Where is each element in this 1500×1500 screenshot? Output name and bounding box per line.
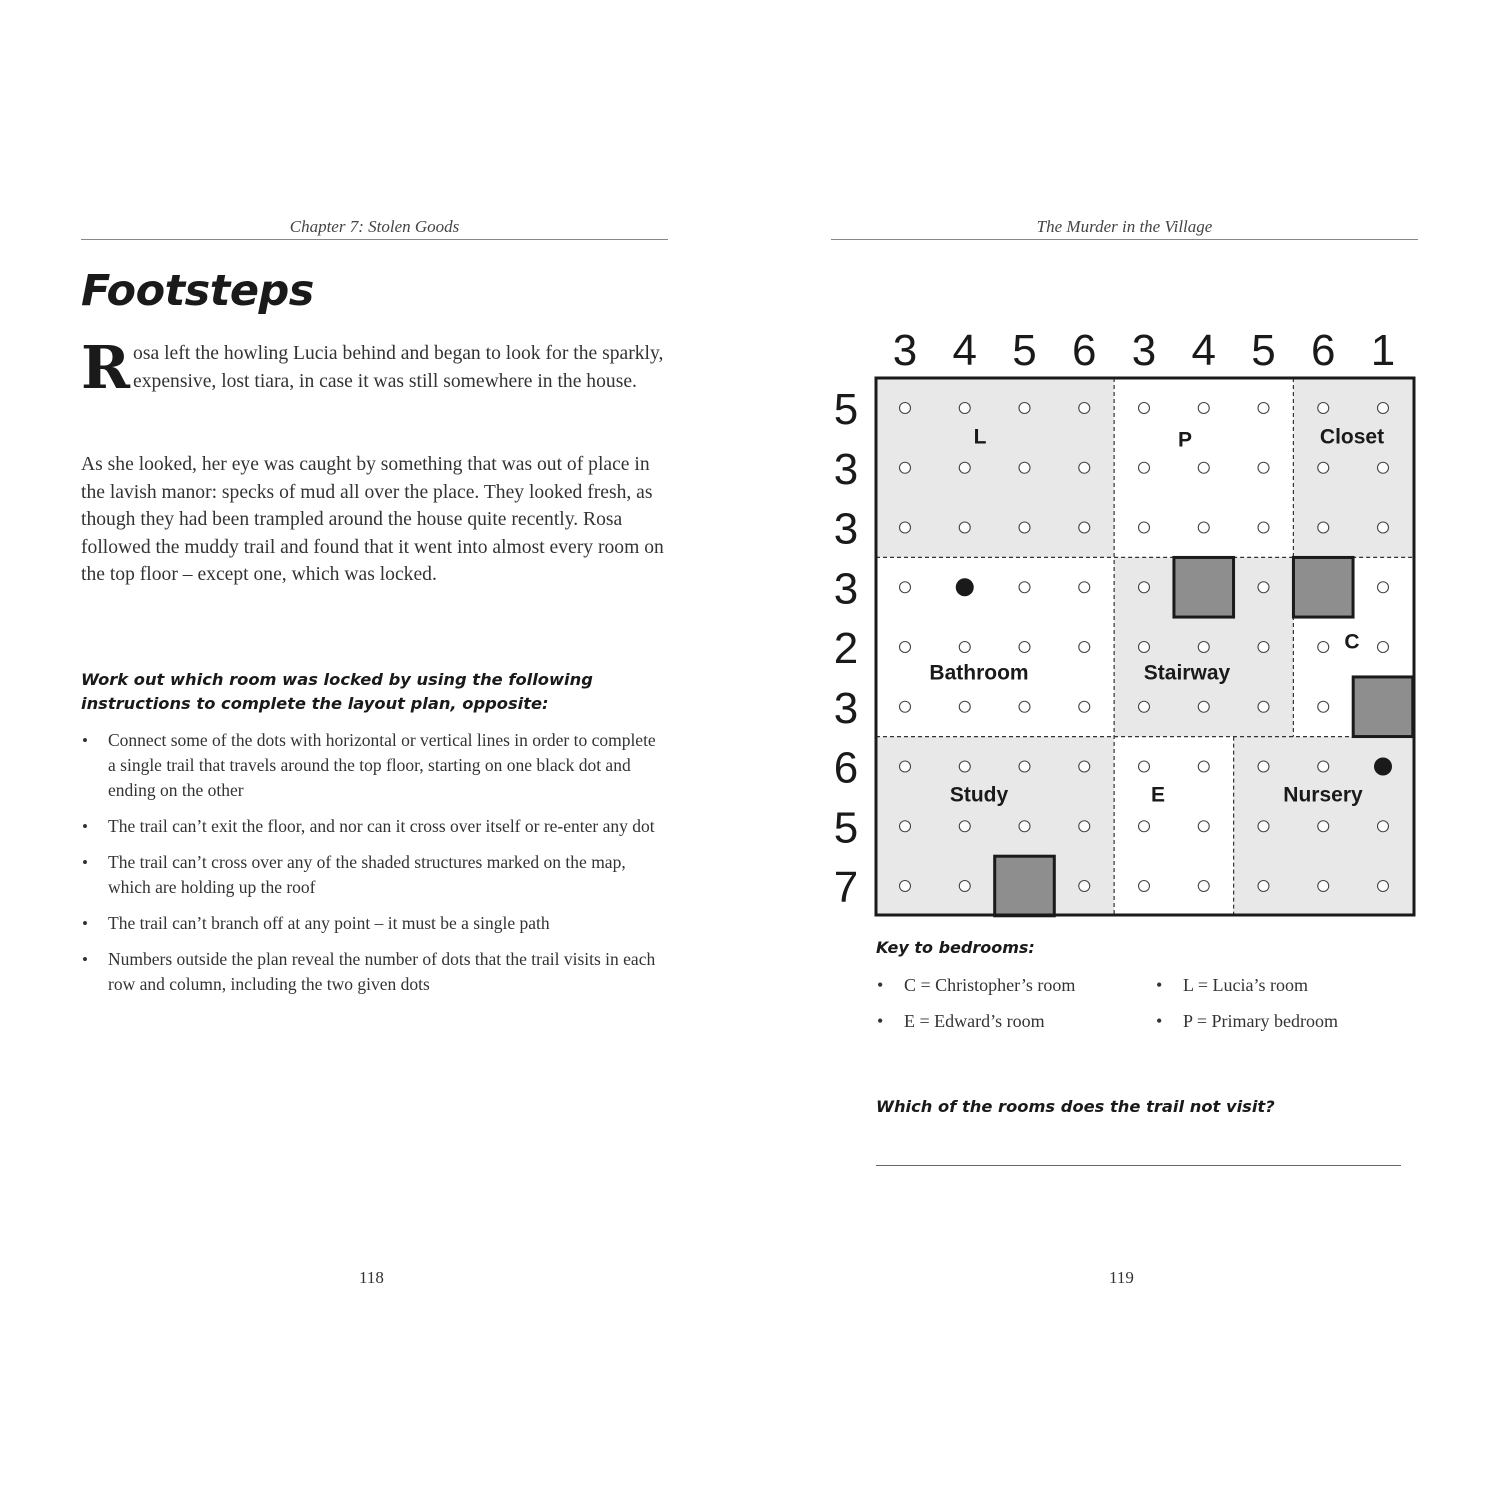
grid-dot[interactable] bbox=[1378, 821, 1389, 832]
room-label-edward: E bbox=[1150, 783, 1166, 807]
rule-item: • Numbers outside the plan reveal the number of dots that the trail visits in each row and column, including the two given dots bbox=[82, 949, 656, 994]
grid-dot[interactable] bbox=[1019, 522, 1030, 533]
body-paragraph: As she looked, her eye was caught by something that was out of place in the lavish manor: specks of mud all over the place. They looked fresh, as though they had been trampled around the house quite recently. Rosa followed the muddy trail and found that it went into almost every room on the top floor – except one, which was locked. bbox=[81, 454, 664, 586]
grid-dot[interactable] bbox=[1198, 761, 1209, 772]
column-clue: 6 bbox=[1072, 326, 1097, 375]
column-clue: 4 bbox=[952, 326, 977, 375]
grid-dot[interactable] bbox=[1258, 761, 1269, 772]
grid-dot[interactable] bbox=[959, 642, 970, 653]
grid-dot[interactable] bbox=[900, 582, 911, 593]
bullet-icon: • bbox=[82, 914, 88, 933]
room-label-closet: Closet bbox=[1319, 425, 1385, 449]
column-clue: 5 bbox=[1251, 326, 1276, 375]
grid-dot[interactable] bbox=[1318, 642, 1329, 653]
row-clue: 5 bbox=[833, 385, 859, 434]
grid-dot[interactable] bbox=[1019, 701, 1030, 712]
grid-dot[interactable] bbox=[1378, 582, 1389, 593]
pillar-structure bbox=[1174, 557, 1234, 617]
grid-dot[interactable] bbox=[1139, 462, 1150, 473]
grid-dot[interactable] bbox=[900, 403, 911, 414]
grid-dot[interactable] bbox=[1258, 462, 1269, 473]
grid-dot[interactable] bbox=[900, 522, 911, 533]
room-label-christopher: C bbox=[1344, 630, 1360, 654]
column-clue: 6 bbox=[1311, 326, 1336, 375]
grid-dot[interactable] bbox=[1198, 821, 1209, 832]
row-clue: 6 bbox=[833, 743, 859, 793]
grid-dot[interactable] bbox=[959, 821, 970, 832]
grid-dot[interactable] bbox=[1318, 881, 1329, 892]
bullet-icon: • bbox=[1156, 1011, 1163, 1031]
column-clue: 4 bbox=[1191, 326, 1216, 375]
grid-dot[interactable] bbox=[1079, 761, 1090, 772]
instruction-heading: Work out which room was locked by using the following instructions to complete the layout plan, opposite: bbox=[81, 670, 593, 713]
bullet-icon: • bbox=[82, 853, 88, 872]
room-label-bathroom: Bathroom bbox=[929, 661, 1029, 685]
page-number-left: 118 bbox=[359, 1268, 384, 1287]
grid-dot[interactable] bbox=[1019, 761, 1030, 772]
grid-dot[interactable] bbox=[1139, 761, 1150, 772]
row-clue: 5 bbox=[833, 803, 859, 853]
pillar-structure bbox=[1353, 677, 1413, 737]
rule-item: • The trail can’t cross over any of the shaded structures marked on the map, which are holding up the roof bbox=[82, 852, 626, 897]
rule-item: • Connect some of the dots with horizontal or vertical lines in order to complete a single trail that travels around the top floor, starting on one black dot and ending on the other bbox=[82, 730, 656, 800]
answer-line[interactable] bbox=[876, 1165, 1401, 1166]
room-label-study: Study bbox=[949, 783, 1009, 807]
grid-dot[interactable] bbox=[1139, 522, 1150, 533]
grid-dot[interactable] bbox=[1318, 821, 1329, 832]
grid-dot[interactable] bbox=[1079, 462, 1090, 473]
grid-dot[interactable] bbox=[1198, 881, 1209, 892]
bullet-icon: • bbox=[1156, 975, 1163, 995]
question: Which of the rooms does the trail not visit? bbox=[876, 1097, 1275, 1116]
row-clue: 7 bbox=[833, 863, 859, 912]
key-item-lucia: • L = Lucia’s room bbox=[1156, 975, 1308, 995]
grid-dot[interactable] bbox=[959, 403, 970, 414]
column-clue: 3 bbox=[1131, 326, 1157, 375]
bullet-icon: • bbox=[82, 950, 88, 969]
grid-dot[interactable] bbox=[1139, 403, 1150, 414]
grid-dot[interactable] bbox=[1139, 881, 1150, 892]
pillar-structure bbox=[995, 856, 1055, 916]
room-closet bbox=[1293, 378, 1414, 557]
grid-dot[interactable] bbox=[1019, 582, 1030, 593]
grid-dot[interactable] bbox=[959, 701, 970, 712]
grid-dot[interactable] bbox=[959, 881, 970, 892]
grid-dot[interactable] bbox=[1079, 701, 1090, 712]
bullet-icon: • bbox=[877, 975, 884, 995]
grid-dot[interactable] bbox=[1258, 522, 1269, 533]
grid-dot[interactable] bbox=[1198, 462, 1209, 473]
room-label-nursery: Nursery bbox=[1283, 783, 1363, 807]
grid-dot[interactable] bbox=[1378, 881, 1389, 892]
grid-dot[interactable] bbox=[1079, 403, 1090, 414]
grid-dot[interactable] bbox=[1318, 462, 1329, 473]
grid-dot[interactable] bbox=[900, 701, 911, 712]
key-item-edward: • E = Edward’s room bbox=[877, 1011, 1045, 1031]
bullet-icon: • bbox=[82, 731, 88, 750]
grid-dot[interactable] bbox=[1258, 821, 1269, 832]
grid-dot[interactable] bbox=[1318, 761, 1329, 772]
grid-dot[interactable] bbox=[1258, 881, 1269, 892]
key-item-primary: • P = Primary bedroom bbox=[1156, 1011, 1338, 1031]
grid-dot[interactable] bbox=[959, 462, 970, 473]
page-title: Footsteps bbox=[81, 266, 314, 316]
grid-dot[interactable] bbox=[1378, 462, 1389, 473]
bullet-icon: • bbox=[877, 1011, 884, 1031]
grid-dot[interactable] bbox=[959, 522, 970, 533]
column-clue: 5 bbox=[1012, 326, 1037, 375]
grid-dot[interactable] bbox=[1079, 582, 1090, 593]
grid-dot[interactable] bbox=[1258, 642, 1269, 653]
intro-text: osa left the howling Lucia behind and began to look for the sparkly, expensive, lost tiara, in case it was still somewhere in the house. bbox=[133, 343, 664, 392]
rule-item: • The trail can’t branch off at any point – it must be a single path bbox=[81, 911, 666, 936]
black-dot[interactable] bbox=[956, 578, 974, 596]
pillar-structure bbox=[1293, 557, 1353, 617]
row-clue: 2 bbox=[833, 624, 859, 673]
column-clue: 1 bbox=[1370, 326, 1396, 375]
column-clue: 3 bbox=[892, 326, 918, 375]
bullet-icon: • bbox=[82, 817, 88, 836]
key-heading: Key to bedrooms: bbox=[876, 938, 1035, 957]
grid-dot[interactable] bbox=[1019, 821, 1030, 832]
grid-dot[interactable] bbox=[1318, 403, 1329, 414]
room-label-primary: P bbox=[1177, 428, 1193, 452]
page-number-right: 119 bbox=[1109, 1268, 1134, 1287]
grid-dot[interactable] bbox=[1378, 522, 1389, 533]
grid-dot[interactable] bbox=[1139, 821, 1150, 832]
dropcap: R bbox=[81, 333, 131, 402]
grid-dot[interactable] bbox=[1258, 403, 1269, 414]
grid-dot[interactable] bbox=[1198, 403, 1209, 414]
row-clue: 3 bbox=[833, 504, 859, 554]
grid-dot[interactable] bbox=[900, 462, 911, 473]
row-clue: 3 bbox=[833, 444, 859, 494]
grid-dot[interactable] bbox=[1378, 642, 1389, 653]
grid-dot[interactable] bbox=[900, 642, 911, 653]
row-clue: 3 bbox=[833, 564, 859, 614]
grid-dot[interactable] bbox=[900, 881, 911, 892]
row-clue: 3 bbox=[833, 683, 859, 733]
key-item-christopher: • C = Christopher’s room bbox=[877, 975, 1076, 995]
grid-dot[interactable] bbox=[1079, 522, 1090, 533]
grid-dot[interactable] bbox=[1019, 403, 1030, 414]
grid-dot[interactable] bbox=[1079, 821, 1090, 832]
grid-dot[interactable] bbox=[1198, 642, 1209, 653]
grid-dot[interactable] bbox=[900, 821, 911, 832]
grid-dot[interactable] bbox=[1019, 642, 1030, 653]
grid-dot[interactable] bbox=[1258, 582, 1269, 593]
running-head-right: The Murder in the Village bbox=[1036, 217, 1213, 236]
grid-dot[interactable] bbox=[1139, 701, 1150, 712]
room-label-lucia: L bbox=[973, 425, 987, 449]
black-dot[interactable] bbox=[1374, 758, 1392, 776]
grid-dot[interactable] bbox=[1019, 462, 1030, 473]
grid-dot[interactable] bbox=[959, 761, 970, 772]
grid-dot[interactable] bbox=[1079, 642, 1090, 653]
grid-dot[interactable] bbox=[1318, 522, 1329, 533]
grid-dot[interactable] bbox=[1258, 701, 1269, 712]
room-label-stairway: Stairway bbox=[1143, 661, 1231, 685]
grid-dot[interactable] bbox=[1079, 881, 1090, 892]
running-head-left: Chapter 7: Stolen Goods bbox=[289, 217, 460, 236]
grid-dot[interactable] bbox=[1198, 522, 1209, 533]
grid-dot[interactable] bbox=[1318, 701, 1329, 712]
grid-dot[interactable] bbox=[900, 761, 911, 772]
grid-dot[interactable] bbox=[1198, 701, 1209, 712]
grid-dot[interactable] bbox=[1378, 403, 1389, 414]
grid-dot[interactable] bbox=[1139, 582, 1150, 593]
grid-dot[interactable] bbox=[1139, 642, 1150, 653]
rule-item: • The trail can’t exit the floor, and nor can it cross over itself or re-enter any dot bbox=[81, 814, 666, 839]
